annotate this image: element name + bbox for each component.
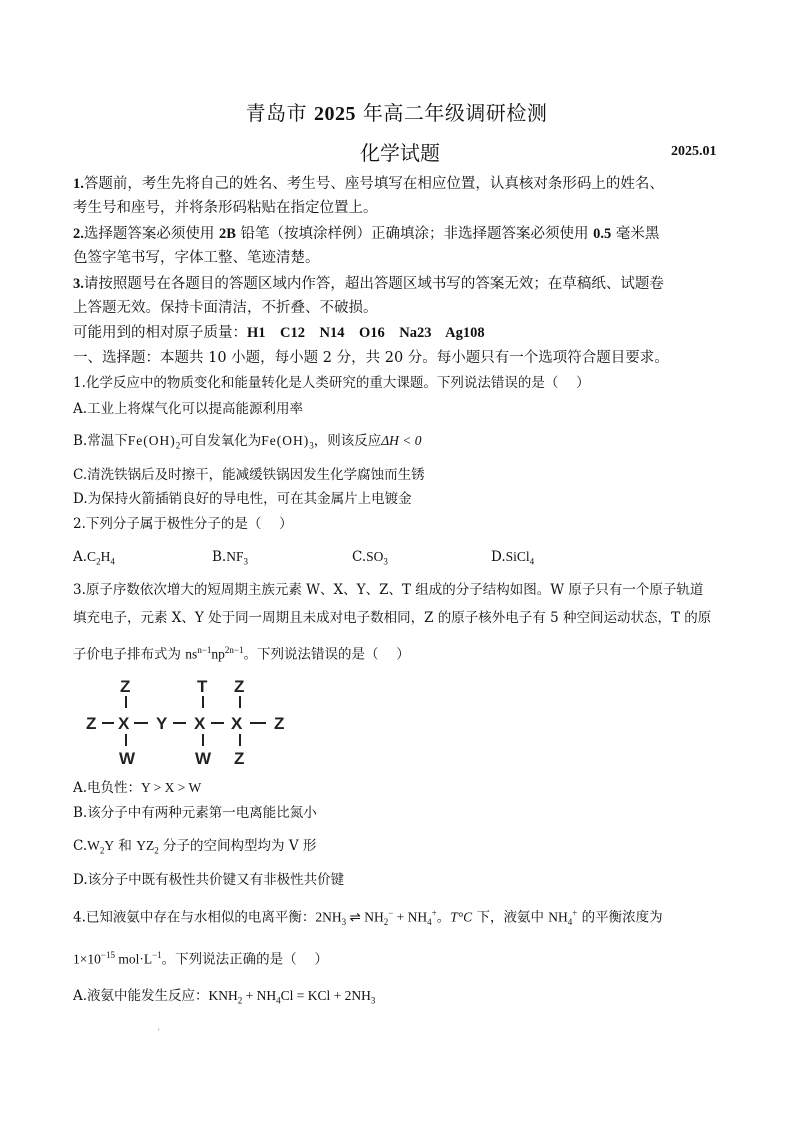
section-heading: 一、选择题：本题共 10 小题，每小题 2 分，共 20 分。每小题只有一个选项符合题目要求。: [73, 350, 669, 366]
exam-title: 青岛市 2025 年高二年级调研检测: [245, 101, 548, 125]
instruction-3-line-1: 3.请按照题号在各题目的答题区域内作答，超出答题区域书写的答案无效；在草稿纸、试题卷: [73, 276, 664, 292]
q2-option-a: $A.C_2H_4$: [73, 549, 115, 567]
q1-option-a: A.工业上将煤气化可以提高能源利用率: [73, 401, 304, 417]
q4-stem-line-1: 4.已知液氨中存在与水相似的电离平衡：$2NH_3$ ⇌ $NH_2^- + NH_4^+$。T°C 下，液氨中 $NH_4^+$ 的平衡浓度为: [73, 908, 663, 928]
atom-x: X: [194, 714, 206, 733]
atom-w: W: [119, 749, 136, 768]
instruction-1-line-1: 1.答题前，考生先将自己的姓名、考生号、座号填写在相应位置，认真核对条形码上的姓名、: [73, 176, 664, 192]
instruction-2-line-2: 色签字笔书写，字体工整、笔迹清楚。: [73, 250, 320, 266]
atom-z: Z: [234, 677, 245, 696]
q3-option-d: D.该分子中既有极性共价键又有非极性共价键: [73, 872, 345, 888]
q1-stem: 1.化学反应中的物质变化和能量转化是人类研究的重大课题。下列说法错误的是（ ）: [73, 375, 590, 391]
q3-stem-line-1: 3.原子序数依次增大的短周期主族元素 W、X、Y、Z、T 组成的分子结构如图。W 原子只有一个原子轨道: [73, 582, 704, 598]
q2-stem: 2.下列分子属于极性分子的是（ ）: [73, 516, 293, 532]
instruction-1-line-2: 考生号和座号，并将条形码粘贴在指定位置上。: [73, 200, 378, 216]
q3-option-c: $C.W_2Y$ 和 $YZ_2$ 分子的空间构型均为 V 形: [73, 838, 317, 856]
atom-t: T: [197, 677, 208, 696]
atomic-masses: 可能用到的相对原子质量：H1 C12 N14 O16 Na23 Ag108: [73, 325, 485, 341]
atom-w: W: [195, 749, 212, 768]
subject-title: 化学试题: [360, 141, 440, 165]
instruction-3-line-2: 上答题无效。保持卡面清洁，不折叠、不破损。: [73, 300, 378, 316]
q3-stem-line-2: 填充电子，元素 X、Y 处于同一周期且未成对电子数相同，Z 的原子核外电子有 5 种空间运动状态，T 的原: [73, 610, 712, 626]
q2-option-c: $C.SO_3$: [352, 549, 388, 567]
q1-option-c: C.清洗铁锅后及时擦干，能减缓铁锅因发生化学腐蚀而生锈: [73, 467, 425, 483]
q2-option-b: $B.NF_3$: [212, 549, 248, 567]
stray-mark: ·: [157, 1025, 161, 1036]
atom-z: Z: [274, 714, 285, 733]
exam-date: 2025.01: [671, 144, 717, 159]
atom-x: X: [231, 714, 243, 733]
q4-stem-line-2: $1\times 10^{-15}$ $mol\cdot L^{-1}$。下列说法正确的是（ ）: [73, 950, 328, 968]
atom-z: Z: [120, 677, 131, 696]
molecule-structure-diagram: [78, 672, 318, 772]
q3-option-b: B.该分子中有两种元素第一电离能比氮小: [73, 805, 317, 821]
q3-option-a: A.电负性：Y > X > W: [73, 780, 202, 796]
atom-x: X: [118, 714, 130, 733]
q1-option-b: B.常温下$Fe(OH)_2$可自发氧化为$Fe(OH)_3$，则该反应ΔH < 0: [73, 433, 422, 451]
q3-stem-line-3: 子价电子排布式为 $ns^{n-1}np^{2n-1}$。下列说法错误的是（ ）: [73, 645, 410, 663]
q1-option-d: D.为保持火箭插销良好的导电性，可在其金属片上电镀金: [73, 491, 412, 507]
q2-option-d: D.SiCl$_4$: [491, 549, 535, 567]
atom-y: Y: [156, 714, 168, 733]
instruction-2-line-1: 2.选择题答案必须使用 2B 铅笔（按填涂样例）正确填涂；非选择题答案必须使用 0.5 毫米黑: [73, 226, 660, 242]
atom-z: Z: [86, 714, 97, 733]
atom-z: Z: [234, 749, 245, 768]
q4-option-a: A.液氨中能发生反应：$KNH_2 + NH_4Cl$ = KCl + $2NH_3$: [73, 988, 376, 1006]
